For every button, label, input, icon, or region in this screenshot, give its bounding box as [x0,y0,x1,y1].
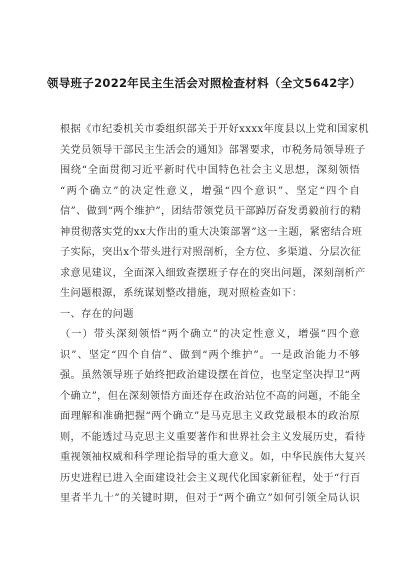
paragraph-line: 围绕“全面贯彻习近平新时代中国特色社会主义思想，深刻领悟 [60,165,360,176]
paragraph-line: 面理解和准确把握“两个确立”是马克思主义政党最根本的政治原 [60,411,360,422]
section-heading: 一、存在的问题 [60,308,134,320]
paragraph-line: 则，不能透过马克思主义重要著作和世界社会主义发展历史，看待 [60,431,366,443]
document-body [60,120,369,510]
paragraph-line: （一）带头深刻领悟“两个确立”的决定性意义，增强“四个意 [60,329,360,340]
paragraph-line: 里者半九十”的关键时期，但对于“两个确立”如何引领全局认识 [60,493,360,504]
paragraph-line: 重视领袖权威和科学理论指导的重大意义。如，中华民族伟大复兴 [60,452,366,463]
paragraph-line: 历史进程已进入全面建设社会主义现代化国家新征程，处于“行百 [60,472,361,484]
paragraph-line: 强。虽然领导班子始终把政治建设摆在首位，也坚定坚决捍卫“两 [60,370,361,381]
document-title: 领导班子2022年民主生活会对照检查材料（全文5642字） [46,76,362,90]
paragraph-line: 生问题根源，系统谋划整改措施，现对照检查如下： [60,288,303,299]
paragraph-line: 根据《市纪委机关市委组织部关于开好xxxx年度县以上党和国家机 [60,124,369,135]
paragraph-line: 个确立”，但在深刻领悟方面还存在政治站位不高的问题，不能全 [60,390,361,402]
paragraph-line: 关党员领导干部民主生活会的通知》部署要求，市税务局领导班子 [60,144,366,156]
paragraph-line: 信”、做到“两个维护”，团结带领党员干部踔厉奋发勇毅前行的精 [60,206,362,217]
paragraph-line: 求意见建议，全面深入细致查摆班子存在的突出问题，深刻剖析产 [60,267,366,279]
paragraph-line: 神贯彻落实党的xx大作出的重大决策部署”这一主题，紧密结合班 [60,226,363,238]
paragraph-line: 识”、坚定“四个自信”、做到“两个维护”。一是政治能力不够 [60,349,360,361]
paragraph-line: 子实际，突出x个带头进行对照剖析，全方位、多渠道、分层次征 [60,247,362,258]
paragraph-line: “两个确立”的决定性意义，增强“四个意识”、坚定“四个自 [60,185,360,197]
